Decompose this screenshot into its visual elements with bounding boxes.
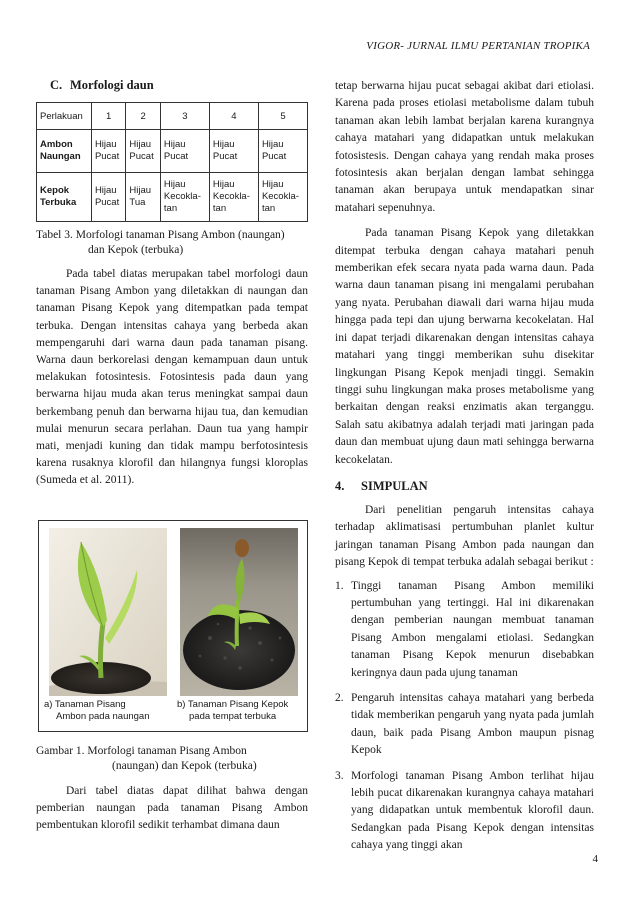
- table-header-row: [37, 103, 308, 130]
- figure-caption-line2: (naungan) dan Kepok (terbuka): [112, 760, 257, 773]
- table-row: [37, 173, 308, 222]
- conclusion-heading: [335, 479, 594, 494]
- conclusion-title: SIMPULAN: [361, 478, 428, 493]
- table-header-cell: 3: [160, 103, 209, 130]
- figure-label-a: [44, 699, 172, 723]
- table-cell: Hijau Pucat: [160, 130, 209, 173]
- list-marker: 1.: [335, 579, 344, 592]
- table-cell: Hijau Kecokla- tan: [258, 173, 307, 222]
- table-cell: Hijau Pucat: [258, 130, 307, 173]
- right-paragraph-2: Pada tanaman Pisang Kepok yang diletakkan ditempat terbuka dengan cahaya matahari penuh memberikan efek secara nyata pada warna daun. Pada warna daun tanaman pisang ini mengalami perubahan yang nyata. Perubahan diawali dari warna hijau muda hingga pada tepi dan ujung berwarna kecokelatan. Hal ini dapat terjadi dikarenakan dengan intensitas cahaya matahari yang tinggi memberikan suhu disekitar lingkungan Pisang Kepok menjadi tinggi. Semakin tinggi suhu lingkungan maka proses metabolisme yang berkaitan dengan reaksi enzimatis akan terganggu. Salah satu akibatnya adalah terjadi mati jaringan pada daun dan membuat ujung daun mati sehingga berwarna kecokelatan.: [335, 227, 594, 466]
- table-caption: [36, 228, 308, 258]
- figure-label-a-line2: Ambon pada naungan: [56, 710, 150, 722]
- ambon-plant-photo: [49, 528, 167, 696]
- table-cell: Hijau Tua: [126, 173, 160, 222]
- page-number: 4: [592, 853, 598, 865]
- list-item: [335, 768, 594, 855]
- conclusion-number: 4.: [335, 478, 345, 493]
- table-header-cell: Perlakuan: [37, 103, 92, 130]
- left-column: [36, 78, 308, 834]
- figure-label-b-line1: b) Tanaman Pisang Kepok: [177, 698, 289, 710]
- conclusion-intro: Dari penelitian pengaruh intensitas cahaya terhadap aklimatisasi pertumbuhan planlet kultur jaringan tanaman Pisang Ambon pada naungan dan pisang Kepok di tempat terbuka adalah sebagai berikut :: [335, 503, 594, 569]
- morphology-table: [36, 102, 308, 222]
- section-heading: [50, 78, 308, 93]
- left-paragraph-2: Dari tabel diatas dapat dilihat bahwa dengan pemberian naungan pada tanaman Pisang Ambon pembentukan klorofil sedikit terhambat dimana daun: [36, 784, 308, 832]
- list-marker: 2.: [335, 692, 344, 704]
- table-cell: Hijau Pucat: [91, 173, 125, 222]
- section-number: C.: [50, 78, 63, 92]
- journal-header: VIGOR- JURNAL ILMU PERTANIAN TROPIKA: [366, 40, 590, 52]
- table-header-cell: 1: [91, 103, 125, 130]
- list-marker: 3.: [335, 769, 344, 782]
- table-caption-line1: Tabel 3. Morfologi tanaman Pisang Ambon (naungan): [36, 229, 285, 241]
- figure-label-a-line1: a) Tanaman Pisang: [44, 698, 126, 710]
- table-row-label: Ambon Naungan: [37, 130, 92, 173]
- list-item-text: Tinggi tanaman Pisang Ambon memiliki pertumbuhan yang tertinggi. Hal ini dikarenakan dengan pemberian naungan membuat tanaman Pisang Ambon mengalami etiolasi. Sedangkan tanaman Pisang Kepok menurun disebabkan keringnya daun pada ujung tanaman: [351, 579, 594, 679]
- table-cell: Hijau Pucat: [209, 130, 258, 173]
- table-cell: Hijau Pucat: [126, 130, 160, 173]
- table-cell: Hijau Kecokla- tan: [160, 173, 209, 222]
- figure-label-b: [177, 699, 305, 723]
- section-title: Morfologi daun: [70, 78, 154, 92]
- left-paragraph-1: Pada tabel diatas merupakan tabel morfologi daun tanaman Pisang Ambon yang diletakkan di naungan dan tanaman Pisang Kepok yang ditempatkan pada tempat terbuka. Dengan intensitas cahaya yang berbeda akan mempengaruhi dari warna daun pada tanaman pisang. Warna daun berkorelasi dengan kemampuan daun untuk melakukan fotosintesis. Fotosintesis pada daun yang berwarna hijau muda akan terus meningkat sampai daun berkembang penuh dan berwarna hijau tua, dan kemudian mulai menurun secara perlahan. Daun tua yang hampir mati, menjadi kuning dan tidak mampu berfotosintesis karena rusaknya klorofil dan hilangnya fungsi kloroplas (Sumeda et al. 2011).: [36, 268, 308, 487]
- figure-label-b-line2: pada tempat terbuka: [189, 710, 277, 722]
- figure-caption-line1: Gambar 1. Morfologi tanaman Pisang Ambon: [36, 744, 247, 757]
- kepok-plant-photo: [180, 528, 298, 696]
- table-row: [37, 130, 308, 173]
- conclusion-list: [335, 578, 594, 855]
- table-row-label: Kepok Terbuka: [37, 173, 92, 222]
- list-item: [335, 690, 594, 760]
- table-cell: Hijau Kecokla- tan: [209, 173, 258, 222]
- table-header-cell: 2: [126, 103, 160, 130]
- list-item-text: Pengaruh intensitas cahaya matahari yang berbeda tidak memberikan pengaruh yang nyata pada jumlah daun, baik pada Pisang Ambon maupun pisnag Kepok: [351, 692, 594, 757]
- right-paragraph-1: tetap berwarna hijau pucat sebagai akibat dari etiolasi. Karena pada proses etiolasi metabolisme dalam tubuh tanaman akan lebih lambat berjalan karena kurangnya cahaya matahari yang didapatkan untuk melakukan fotosistesis. Dengan cahaya yang rendah maka proses fotosintesis akan berjalan dengan lambat sehingga tanaman akan berupaya untuk mendapatkan sinar matahari sepenuhnya.: [335, 80, 594, 214]
- table-cell: Hijau Pucat: [91, 130, 125, 173]
- table-caption-line2: dan Kepok (terbuka): [88, 244, 184, 256]
- list-item: [335, 578, 594, 682]
- table-header-cell: 4: [209, 103, 258, 130]
- figure-box: [38, 520, 308, 732]
- list-item-text: Morfologi tanaman Pisang Ambon terlihat hijau lebih pucat dikarenakan kurangnya cahaya matahari yang didapatkan untuk membentuk klorofil daun. Sedangkan pada Pisang Kepok dengan intensitas cahaya yang tinggi akan: [351, 769, 594, 852]
- right-column: [335, 78, 594, 863]
- table-header-cell: 5: [258, 103, 307, 130]
- figure-caption: [36, 744, 308, 775]
